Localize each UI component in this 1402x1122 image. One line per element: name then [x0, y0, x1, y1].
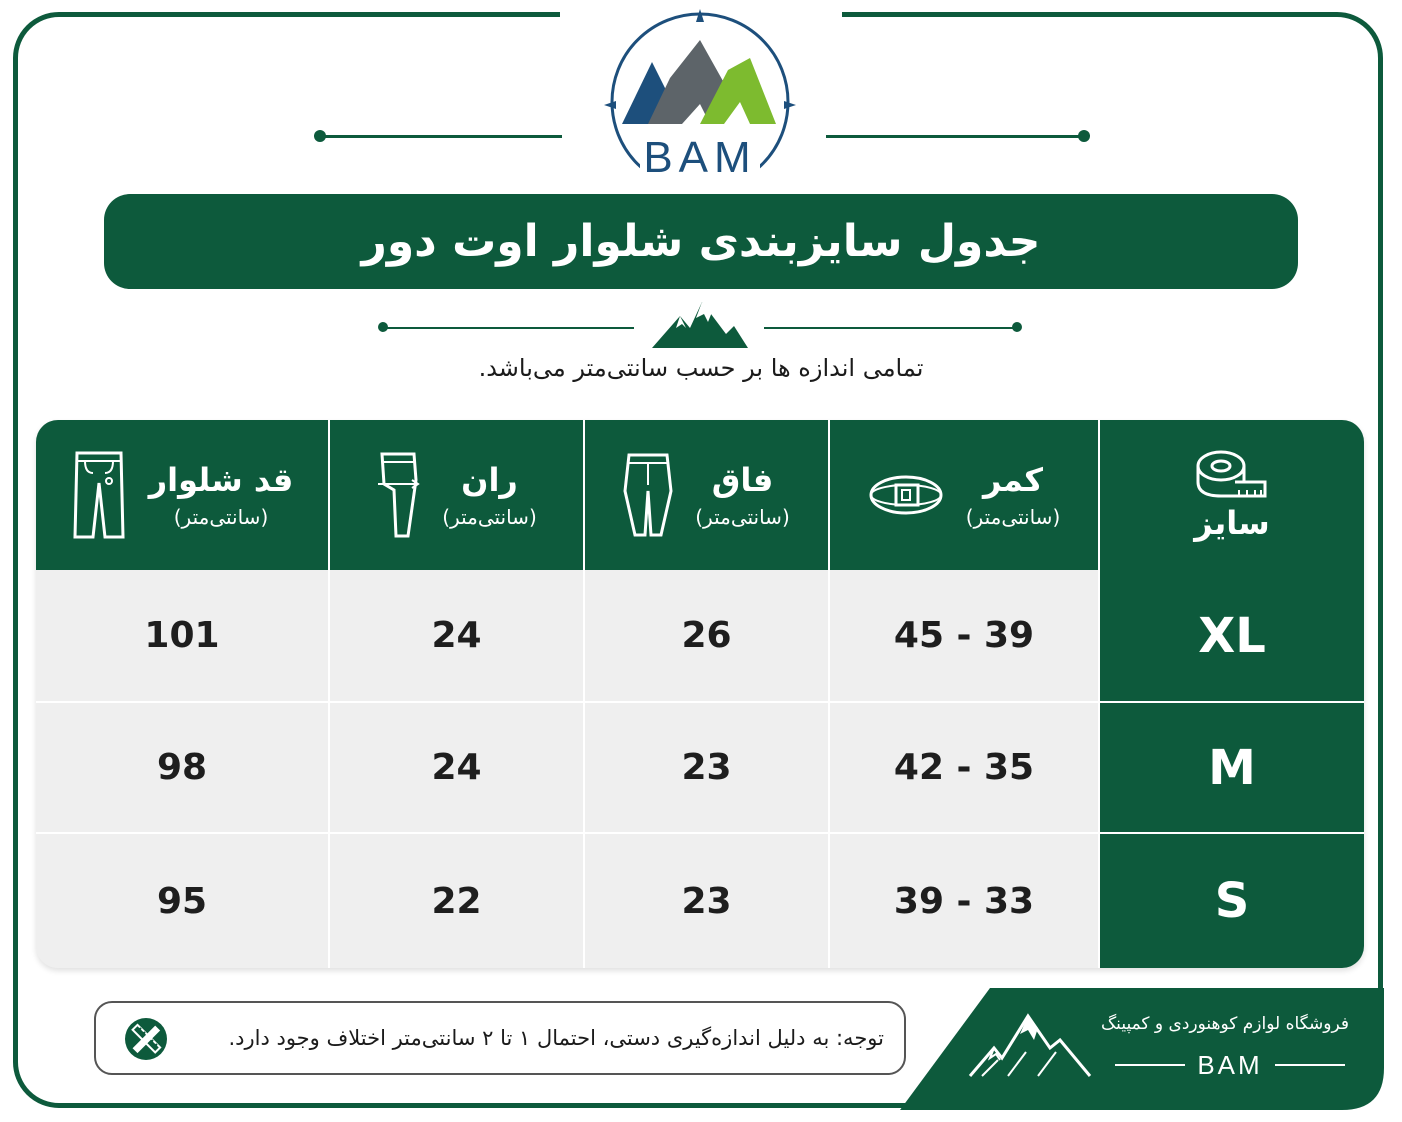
logo-text: BAM: [643, 133, 757, 182]
size-label-xl: XL: [1100, 570, 1364, 703]
waist-value: 39 - 33: [830, 834, 1100, 968]
page-title: جدول سایزبندی شلوار اوت دور: [361, 216, 1041, 267]
subtitle-divider-left: [384, 327, 634, 329]
header-length: [36, 420, 330, 570]
header-divider-left: [320, 135, 562, 138]
length-value: 101: [36, 570, 330, 703]
thigh-value: 24: [330, 703, 585, 834]
header-thigh-title: ران: [461, 461, 518, 499]
mountain-icon: [650, 298, 750, 350]
footer-line-left: [1115, 1064, 1185, 1066]
footer-line-right: [1275, 1064, 1345, 1066]
header-size-title: سایز: [1194, 504, 1270, 542]
header-thigh-unit: (سانتی‌متر): [442, 505, 537, 529]
bam-logo: [600, 4, 800, 182]
header-rise-unit: (سانتی‌متر): [695, 505, 790, 529]
divider-dot: [314, 130, 326, 142]
thigh-value: 24: [330, 570, 585, 703]
length-value: 95: [36, 834, 330, 968]
header-waist: [830, 420, 1100, 570]
length-value: 98: [36, 703, 330, 834]
header-rise-title: فاق: [711, 461, 774, 499]
trousers-length-icon: [71, 449, 127, 541]
ruler-pencil-icon: [124, 1017, 168, 1061]
rise-value: 23: [585, 834, 830, 968]
measuring-tape-icon: [1195, 448, 1269, 502]
subtitle-divider-right: [764, 327, 1018, 329]
divider-dot: [1078, 130, 1090, 142]
thigh-value: 22: [330, 834, 585, 968]
header-length-title: قد شلوار: [148, 461, 294, 499]
size-label-s: S: [1100, 834, 1364, 968]
header-divider-right: [826, 135, 1084, 138]
waist-value: 42 - 35: [830, 703, 1100, 834]
trousers-rise-icon: [623, 451, 673, 539]
waist-value: 45 - 39: [830, 570, 1100, 703]
rise-value: 23: [585, 703, 830, 834]
divider-dot: [378, 322, 388, 332]
note-text: توجه: به دلیل اندازه‌گیری دستی، احتمال ۱ تا ۲ سانتی‌متر اختلاف وجود دارد.: [228, 1026, 884, 1050]
trousers-thigh-icon: [376, 450, 420, 540]
mountain-outline-icon: [968, 1012, 1092, 1080]
rise-value: 26: [585, 570, 830, 703]
title-banner: [104, 194, 1298, 289]
subtitle: تمامی اندازه ها بر حسب سانتی‌متر می‌باشد.: [478, 354, 924, 382]
header-length-unit: (سانتی‌متر): [173, 505, 269, 529]
header-waist-unit: (سانتی‌متر): [965, 505, 1061, 529]
note-box: [94, 1001, 906, 1075]
size-table: [36, 420, 1364, 968]
header-rise: [585, 420, 830, 570]
footer-brand: [1112, 1048, 1348, 1082]
header-size: [1100, 420, 1364, 570]
size-label-m: M: [1100, 703, 1364, 834]
header-waist-title: کمر: [983, 461, 1043, 499]
footer-brand-text: BAM: [1197, 1049, 1263, 1080]
divider-dot: [1012, 322, 1022, 332]
header-thigh: [330, 420, 585, 570]
footer-shop-name: فروشگاه لوازم کوهنوردی و کمپینگ: [1100, 1014, 1350, 1034]
belt-icon: [868, 473, 944, 517]
